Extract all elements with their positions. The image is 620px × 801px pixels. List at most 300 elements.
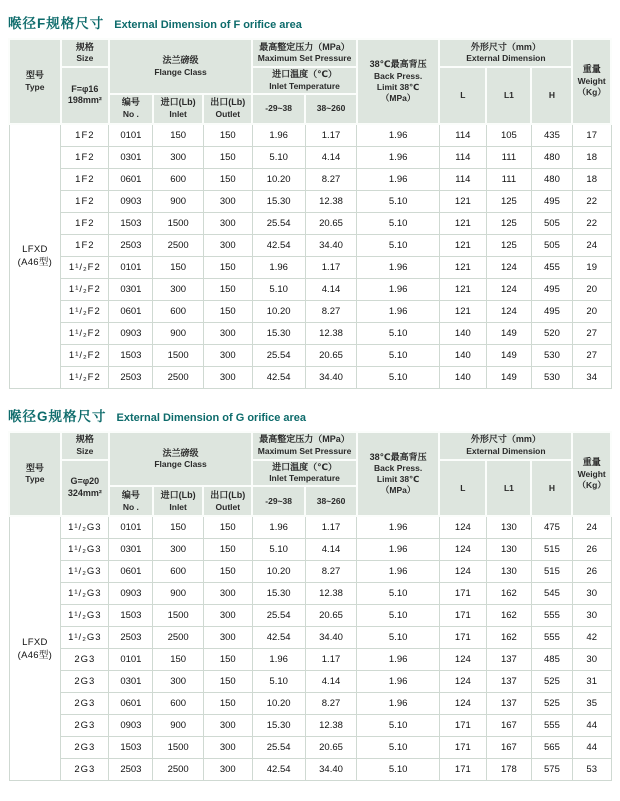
data-cell: 1.96 (357, 124, 439, 147)
label-line-en: Flange Class (154, 459, 207, 470)
label-line-en: Outlet (215, 109, 241, 120)
col-header-inlet (153, 486, 204, 516)
data-cell: 22 (572, 212, 611, 234)
data-cell: 15.30 (252, 190, 305, 212)
data-cell: 42.54 (252, 366, 305, 388)
data-cell: 34.40 (305, 366, 357, 388)
data-cell: 24 (572, 234, 611, 256)
label-line-zh: 进口(Lb) (160, 490, 196, 501)
col-header-external-dimension (439, 39, 572, 67)
col-header-no (109, 486, 153, 516)
col-header-no (109, 94, 153, 124)
data-cell: 1.96 (357, 146, 439, 168)
f-orifice-table (8, 38, 612, 389)
col-header-inlet-temperature (252, 67, 357, 94)
data-cell: 25.54 (252, 212, 305, 234)
data-cell: 5.10 (357, 605, 439, 627)
data-cell: 125 (486, 212, 531, 234)
data-cell: 300 (203, 759, 252, 781)
data-cell: 12.38 (305, 322, 357, 344)
label-line-en: H (548, 89, 555, 100)
size-cell: 1¹/₂G3 (61, 539, 109, 561)
data-cell: 30 (572, 583, 611, 605)
data-cell: 2500 (153, 366, 204, 388)
data-cell: 124 (439, 516, 486, 539)
size-cell: 1¹/₂G3 (61, 516, 109, 539)
data-cell: 42 (572, 627, 611, 649)
data-cell: 435 (531, 124, 572, 147)
section-spacer (8, 389, 612, 397)
data-cell: 1503 (109, 212, 153, 234)
data-cell: 34.40 (305, 234, 357, 256)
data-cell: 19 (572, 256, 611, 278)
data-cell: 5.10 (252, 539, 305, 561)
data-cell: 20.65 (305, 344, 357, 366)
data-cell: 12.38 (305, 715, 357, 737)
label-line-en: L1 (503, 482, 514, 493)
data-cell: 5.10 (357, 234, 439, 256)
data-cell: 2503 (109, 759, 153, 781)
label-line-zh: 外形尺寸（mm） (470, 41, 541, 52)
label-line-en: Outlet (215, 501, 241, 512)
data-cell: 111 (486, 168, 531, 190)
data-cell: 121 (439, 256, 486, 278)
table-row (9, 627, 611, 649)
data-cell: 121 (439, 300, 486, 322)
label-line-zh: 规格 (75, 434, 94, 445)
size-cell: 1F2 (61, 212, 109, 234)
data-cell: 525 (531, 693, 572, 715)
size-cell: 1F2 (61, 124, 109, 147)
data-cell: 5.10 (252, 671, 305, 693)
data-cell: 530 (531, 366, 572, 388)
label-line-en: No . (122, 109, 139, 120)
table-row (9, 539, 611, 561)
size-cell: 2G3 (61, 737, 109, 759)
table-row (9, 190, 611, 212)
data-cell: 455 (531, 256, 572, 278)
data-cell: 121 (439, 234, 486, 256)
data-cell: 26 (572, 561, 611, 583)
data-cell: 8.27 (305, 300, 357, 322)
col-header-outlet (203, 94, 252, 124)
data-cell: 150 (203, 693, 252, 715)
data-cell: 0601 (109, 693, 153, 715)
data-cell: 162 (486, 627, 531, 649)
label-line-zh: 最高整定压力（MPa） (259, 41, 350, 52)
data-cell: 555 (531, 605, 572, 627)
data-cell: 1500 (153, 737, 204, 759)
col-header-dim-l (439, 67, 486, 124)
data-cell: 1.96 (357, 168, 439, 190)
data-cell: 300 (203, 322, 252, 344)
data-cell: 5.10 (357, 366, 439, 388)
col-header-temp-low (252, 486, 305, 516)
label-line-zh: 重量 (582, 64, 601, 75)
label-line-zh: 进口(Lb) (160, 97, 196, 108)
data-cell: 167 (486, 737, 531, 759)
label-line-zh: 出口(Lb) (210, 490, 246, 501)
f-table-body (9, 124, 611, 389)
size-cell: 2G3 (61, 671, 109, 693)
table-row (9, 300, 611, 322)
data-cell: 600 (153, 168, 204, 190)
size-cell: 1¹/₂F2 (61, 322, 109, 344)
data-cell: 300 (153, 278, 204, 300)
data-cell: 5.10 (252, 146, 305, 168)
data-cell: 105 (486, 124, 531, 147)
data-cell: 300 (153, 146, 204, 168)
data-cell: 121 (439, 190, 486, 212)
table-row (9, 212, 611, 234)
label-line-zh: 外形尺寸（mm） (470, 434, 541, 445)
label-line-en: Maximum Set Pressure (257, 446, 352, 457)
table-row (9, 715, 611, 737)
data-cell: 121 (439, 278, 486, 300)
label-line-en: Inlet Temperature (269, 473, 340, 484)
data-cell: 121 (439, 212, 486, 234)
data-cell: 4.14 (305, 539, 357, 561)
data-cell: 150 (153, 516, 204, 539)
data-cell: 150 (203, 561, 252, 583)
data-cell: 0301 (109, 539, 153, 561)
data-cell: 600 (153, 300, 204, 322)
size-cell: 1¹/₂F2 (61, 278, 109, 300)
col-header-temp-low (252, 94, 305, 124)
data-cell: 130 (486, 516, 531, 539)
table-row (9, 322, 611, 344)
size-cell: 1F2 (61, 168, 109, 190)
col-header-size-spec-g (61, 460, 109, 517)
data-cell: 150 (153, 124, 204, 147)
label-line-en: Back Press. (374, 70, 423, 81)
data-cell: 114 (439, 146, 486, 168)
data-cell: 149 (486, 344, 531, 366)
label-line-zh: 重量 (582, 457, 601, 468)
data-cell: 44 (572, 715, 611, 737)
data-cell: 171 (439, 583, 486, 605)
data-cell: 300 (153, 671, 204, 693)
label-line-en: （Kg） (577, 479, 606, 490)
size-cell: 1¹/₂G3 (61, 583, 109, 605)
data-cell: 900 (153, 322, 204, 344)
data-cell: 10.20 (252, 561, 305, 583)
data-cell: 25.54 (252, 344, 305, 366)
table-row (9, 234, 611, 256)
label-line-en: -29~38 (265, 495, 293, 506)
table-row (9, 256, 611, 278)
data-cell: 140 (439, 366, 486, 388)
data-cell: 25.54 (252, 737, 305, 759)
data-cell: 1.96 (357, 671, 439, 693)
data-cell: 575 (531, 759, 572, 781)
data-cell: 8.27 (305, 168, 357, 190)
col-header-temp-high (305, 486, 357, 516)
table-row (9, 583, 611, 605)
label-line-zh: 最高整定压力（MPa） (259, 434, 350, 445)
data-cell: 0601 (109, 300, 153, 322)
col-header-temp-high (305, 94, 357, 124)
data-cell: 1.96 (357, 539, 439, 561)
col-header-weight (572, 39, 611, 124)
data-cell: 124 (486, 300, 531, 322)
data-cell: 8.27 (305, 693, 357, 715)
table-row (9, 693, 611, 715)
size-cell: 2G3 (61, 715, 109, 737)
col-header-size (61, 432, 109, 460)
label-line-en: External Dimension (466, 446, 546, 457)
data-cell: 480 (531, 146, 572, 168)
data-cell: 565 (531, 737, 572, 759)
data-cell: 111 (486, 146, 531, 168)
table-row (9, 146, 611, 168)
data-cell: 10.20 (252, 693, 305, 715)
data-cell: 1.17 (305, 516, 357, 539)
data-cell: 0101 (109, 649, 153, 671)
data-cell: 2500 (153, 759, 204, 781)
type-label-line: (A46型) (17, 257, 53, 269)
size-cell: 1F2 (61, 190, 109, 212)
label-line-en: Inlet (169, 501, 187, 512)
data-cell: 505 (531, 212, 572, 234)
data-cell: 171 (439, 715, 486, 737)
col-header-back-pressure (357, 39, 439, 124)
data-cell: 600 (153, 561, 204, 583)
type-cell (9, 124, 61, 389)
section-title-f (8, 12, 612, 33)
data-cell: 124 (439, 649, 486, 671)
data-cell: 150 (203, 256, 252, 278)
label-line-en: External Dimension (466, 53, 546, 64)
data-cell: 0101 (109, 516, 153, 539)
data-cell: 178 (486, 759, 531, 781)
size-cell: 2G3 (61, 649, 109, 671)
data-cell: 42.54 (252, 759, 305, 781)
label-line-zh: 法兰磅级 (162, 447, 199, 458)
data-cell: 15.30 (252, 715, 305, 737)
data-cell: 300 (203, 190, 252, 212)
data-cell: 0301 (109, 146, 153, 168)
data-cell: 150 (203, 168, 252, 190)
data-cell: 5.10 (357, 759, 439, 781)
table-row (9, 168, 611, 190)
label-line-zh: 324mm² (67, 488, 102, 499)
data-cell: 2503 (109, 366, 153, 388)
data-cell: 4.14 (305, 671, 357, 693)
data-cell: 530 (531, 344, 572, 366)
label-line-zh: 编号 (121, 97, 140, 108)
data-cell: 150 (203, 649, 252, 671)
data-cell: 2503 (109, 627, 153, 649)
data-cell: 140 (439, 322, 486, 344)
label-line-en: 38~260 (316, 495, 346, 506)
section-title-g-zh: 喉径G规格尺寸 (8, 408, 107, 424)
data-cell: 150 (203, 516, 252, 539)
table-row (9, 124, 611, 147)
label-line-zh: 型号 (25, 70, 44, 80)
data-cell: 18 (572, 146, 611, 168)
data-cell: 1.96 (357, 300, 439, 322)
data-cell: 0101 (109, 124, 153, 147)
data-cell: 114 (439, 124, 486, 147)
col-header-max-set-pressure (252, 39, 357, 67)
label-line-en: Weight (577, 76, 606, 87)
data-cell: 124 (439, 561, 486, 583)
data-cell: 30 (572, 649, 611, 671)
section-title-g (8, 405, 612, 426)
col-header-dim-h (531, 67, 572, 124)
data-cell: 4.14 (305, 278, 357, 300)
table-row (9, 561, 611, 583)
label-line-en: Weight (577, 468, 606, 479)
label-line-zh: 进口温度（℃） (272, 461, 337, 472)
data-cell: 5.10 (357, 583, 439, 605)
size-cell: 1¹/₂G3 (61, 627, 109, 649)
data-cell: 27 (572, 344, 611, 366)
data-cell: 130 (486, 561, 531, 583)
col-header-inlet-temperature (252, 460, 357, 487)
data-cell: 44 (572, 737, 611, 759)
data-cell: 20 (572, 300, 611, 322)
col-header-weight (572, 432, 611, 517)
label-line-en: （MPa） (380, 92, 416, 103)
data-cell: 1.96 (357, 256, 439, 278)
data-cell: 1.96 (252, 256, 305, 278)
label-line-en: Type (25, 81, 45, 92)
data-cell: 5.10 (357, 627, 439, 649)
data-cell: 2500 (153, 627, 204, 649)
data-cell: 5.10 (357, 322, 439, 344)
data-cell: 900 (153, 190, 204, 212)
label-line-en: L (460, 482, 466, 493)
col-header-type (9, 39, 61, 124)
col-header-dim-l1 (486, 460, 531, 517)
size-cell: 1¹/₂F2 (61, 256, 109, 278)
data-cell: 124 (439, 693, 486, 715)
data-cell: 1.96 (252, 516, 305, 539)
data-cell: 124 (439, 539, 486, 561)
section-title-g-en: External Dimension of G orifice area (116, 411, 307, 424)
label-line-en: L1 (503, 89, 514, 100)
data-cell: 300 (203, 583, 252, 605)
data-cell: 150 (203, 278, 252, 300)
data-cell: 17 (572, 124, 611, 147)
label-line-zh: 规格 (75, 41, 94, 52)
data-cell: 20.65 (305, 212, 357, 234)
data-cell: 475 (531, 516, 572, 539)
data-cell: 4.14 (305, 146, 357, 168)
data-cell: 22 (572, 190, 611, 212)
data-cell: 140 (439, 344, 486, 366)
data-cell: 18 (572, 168, 611, 190)
data-cell: 1503 (109, 344, 153, 366)
label-line-zh: 198mm² (67, 95, 102, 106)
data-cell: 485 (531, 649, 572, 671)
data-cell: 12.38 (305, 583, 357, 605)
data-cell: 1.17 (305, 649, 357, 671)
label-line-zh: 进口温度（℃） (272, 69, 337, 79)
data-cell: 35 (572, 693, 611, 715)
data-cell: 10.20 (252, 168, 305, 190)
label-line-zh: 法兰磅级 (162, 55, 199, 65)
section-title-f-en: External Dimension of F orifice area (114, 19, 302, 31)
col-header-dim-h (531, 460, 572, 517)
size-cell: 2G3 (61, 693, 109, 715)
data-cell: 24 (572, 516, 611, 539)
data-cell: 0903 (109, 715, 153, 737)
data-cell: 5.10 (252, 278, 305, 300)
label-line-zh: G=φ20 (70, 476, 100, 487)
data-cell: 1500 (153, 605, 204, 627)
data-cell: 300 (203, 212, 252, 234)
label-line-en: Size (76, 53, 94, 64)
g-table-body (9, 516, 611, 781)
size-cell: 1¹/₂G3 (61, 561, 109, 583)
data-cell: 149 (486, 366, 531, 388)
data-cell: 171 (439, 627, 486, 649)
data-cell: 0101 (109, 256, 153, 278)
data-cell: 600 (153, 693, 204, 715)
data-cell: 10.20 (252, 300, 305, 322)
data-cell: 2500 (153, 234, 204, 256)
data-cell: 515 (531, 539, 572, 561)
size-cell: 1¹/₂F2 (61, 300, 109, 322)
label-line-zh: 编号 (121, 490, 140, 501)
col-header-size-spec-f (61, 67, 109, 124)
data-cell: 1.96 (357, 516, 439, 539)
data-cell: 5.10 (357, 715, 439, 737)
data-cell: 0601 (109, 561, 153, 583)
col-header-size (61, 39, 109, 67)
data-cell: 300 (153, 539, 204, 561)
data-cell: 5.10 (357, 212, 439, 234)
data-cell: 495 (531, 300, 572, 322)
data-cell: 1503 (109, 605, 153, 627)
data-cell: 25.54 (252, 605, 305, 627)
data-cell: 34.40 (305, 759, 357, 781)
data-cell: 300 (203, 627, 252, 649)
size-cell: 1¹/₂G3 (61, 605, 109, 627)
data-cell: 1.17 (305, 124, 357, 147)
data-cell: 300 (203, 605, 252, 627)
size-cell: 2G3 (61, 759, 109, 781)
section-title-f-zh: 喉径F规格尺寸 (8, 16, 105, 31)
data-cell: 1.96 (357, 693, 439, 715)
label-line-en: No . (122, 501, 139, 512)
data-cell: 149 (486, 322, 531, 344)
data-cell: 300 (203, 234, 252, 256)
data-cell: 167 (486, 715, 531, 737)
data-cell: 150 (203, 124, 252, 147)
type-label-line: (A46型) (17, 649, 53, 661)
data-cell: 1.96 (357, 561, 439, 583)
data-cell: 300 (203, 737, 252, 759)
label-line-zh: 出口(Lb) (210, 97, 246, 108)
data-cell: 5.10 (357, 344, 439, 366)
data-cell: 42.54 (252, 627, 305, 649)
data-cell: 20 (572, 278, 611, 300)
data-cell: 125 (486, 190, 531, 212)
data-cell: 0301 (109, 278, 153, 300)
type-cell (9, 516, 61, 781)
data-cell: 125 (486, 234, 531, 256)
data-cell: 495 (531, 190, 572, 212)
data-cell: 124 (439, 671, 486, 693)
table-row (9, 737, 611, 759)
label-line-en: L (460, 89, 466, 100)
label-line-zh: 型号 (25, 462, 44, 473)
col-header-flange-class (109, 39, 252, 94)
